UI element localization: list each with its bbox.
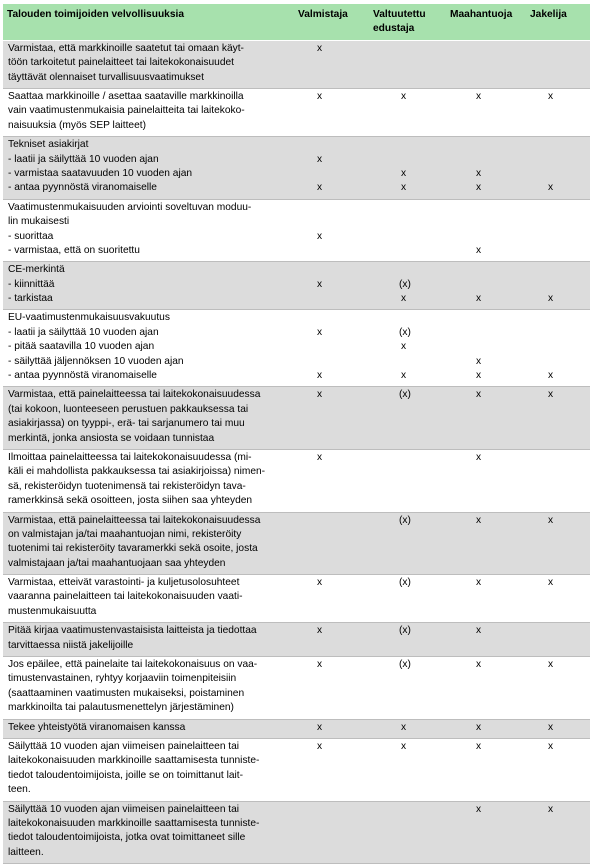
responsibility-mark <box>526 138 590 152</box>
mark-cell-importer <box>446 657 526 720</box>
responsibility-mark: (x) <box>399 625 411 637</box>
table-header <box>3 4 590 40</box>
responsibility-mark: x <box>548 721 554 733</box>
responsibility-mark <box>294 167 369 181</box>
mark-cell-authorised-representative <box>369 449 446 512</box>
responsibility-mark: x <box>317 659 323 671</box>
responsibility-mark <box>294 201 369 215</box>
obligation-text-line: tiedot taloudentoimijoista, joille se on toimittanut lait- <box>8 769 244 781</box>
mark-cell-importer <box>446 449 526 512</box>
obligation-text-line: asiakirjassa) on tyyppi-, erä- tai sarjanumero tai muu <box>8 418 245 430</box>
table-row <box>3 262 590 310</box>
obligation-description <box>3 623 294 657</box>
responsibility-mark: x <box>476 293 482 305</box>
mark-cell-importer <box>446 387 526 450</box>
obligation-text-line: sä, rekisteröidyn tuotenimensä tai rekisteröidyn tava- <box>8 480 246 492</box>
mark-cell-distributor <box>526 801 590 864</box>
responsibility-mark <box>526 278 590 292</box>
obligation-text-line: tarvittaessa niistä jakelijoille <box>8 639 134 651</box>
mark-cell-importer <box>446 262 526 310</box>
obligation-text-line: (tai kokoon, luonteeseen perustuen pakkauksessa tai <box>8 403 249 415</box>
mark-cell-manufacturer <box>294 262 369 310</box>
mark-cell-authorised-representative <box>369 719 446 738</box>
mark-cell-authorised-representative <box>369 199 446 262</box>
obligation-text-line: teen. <box>8 784 31 796</box>
obligation-description <box>3 512 294 575</box>
obligation-description <box>3 310 294 387</box>
responsibility-mark: (x) <box>399 278 411 290</box>
obligation-text-line: tiedot taloudentoimijoista, jotka ovat toimittaneet sille <box>8 832 246 844</box>
responsibility-mark <box>446 153 526 167</box>
obligation-text-line: laitteen. <box>8 846 44 858</box>
obligation-text-line: Säilyttää 10 vuoden ajan viimeisen painelaitteen tai <box>8 803 240 815</box>
obligation-text-line: EU-vaatimustenmukaisuusvakuutus <box>8 312 170 324</box>
header-obligations: Talouden toimijoiden velvollisuuksia <box>3 4 294 40</box>
table-row <box>3 199 590 262</box>
responsibility-mark <box>294 803 369 817</box>
responsibility-mark: x <box>317 625 323 637</box>
obligation-text-line: Tekee yhteistyötä viranomaisen kanssa <box>8 721 186 733</box>
obligation-text-line: Saattaa markkinoille / asettaa saataville markkinoilla <box>8 90 244 102</box>
mark-cell-authorised-representative <box>369 657 446 720</box>
responsibility-mark: x <box>476 90 482 102</box>
table-row <box>3 575 590 623</box>
responsibility-mark <box>446 263 526 277</box>
table-row <box>3 387 590 450</box>
mark-cell-distributor <box>526 199 590 262</box>
responsibility-mark: x <box>476 355 482 367</box>
obligation-text-line: markkinoilta tai palautusmenettelyn järjestäminen) <box>8 702 234 714</box>
responsibility-mark <box>526 451 590 465</box>
responsibility-mark: x <box>476 244 482 256</box>
mark-cell-distributor <box>526 512 590 575</box>
responsibility-mark: x <box>548 514 554 526</box>
obligation-description <box>3 199 294 262</box>
responsibility-mark: x <box>476 659 482 671</box>
obligation-text-line: - kiinnittää <box>8 278 55 290</box>
responsibility-mark: x <box>548 741 554 752</box>
responsibility-mark <box>294 340 369 354</box>
responsibility-mark: x <box>401 293 407 305</box>
responsibility-mark: x <box>317 153 323 165</box>
obligation-text-line: - laatii ja säilyttää 10 vuoden ajan <box>8 153 159 165</box>
mark-cell-authorised-representative <box>369 739 446 802</box>
obligation-text-line: valmistajaan ja/tai maahantuojaan saa yhteyden <box>8 557 226 569</box>
responsibility-mark: x <box>548 389 554 401</box>
responsibility-mark <box>526 230 590 244</box>
table-row <box>3 88 590 136</box>
mark-cell-distributor <box>526 88 590 136</box>
responsibility-mark <box>526 42 590 56</box>
obligation-text-line: Säilyttää 10 vuoden ajan viimeisen painelaitteen tai <box>8 741 240 752</box>
table-row <box>3 657 590 720</box>
responsibility-mark: (x) <box>399 326 411 338</box>
header-distributor: Jakelija <box>526 4 590 40</box>
mark-cell-authorised-representative <box>369 512 446 575</box>
responsibility-mark: x <box>548 293 554 305</box>
obligation-text-line: laitekokonaisuuden markkinoille saattamisesta tunniste- <box>8 755 260 767</box>
responsibility-mark <box>446 215 526 229</box>
table-row <box>3 137 590 200</box>
table-body <box>3 40 590 863</box>
mark-cell-importer <box>446 575 526 623</box>
mark-cell-importer <box>446 739 526 802</box>
responsibility-mark: x <box>401 90 407 102</box>
responsibility-mark <box>526 263 590 277</box>
table-row <box>3 512 590 575</box>
mark-cell-authorised-representative <box>369 40 446 88</box>
mark-cell-importer <box>446 623 526 657</box>
mark-cell-manufacturer <box>294 88 369 136</box>
mark-cell-importer <box>446 88 526 136</box>
header-manufacturer: Valmistaja <box>294 4 369 40</box>
responsibility-mark: x <box>317 182 323 194</box>
mark-cell-manufacturer <box>294 801 369 864</box>
responsibility-mark: x <box>401 167 407 179</box>
mark-cell-importer <box>446 199 526 262</box>
responsibility-mark: x <box>317 389 323 401</box>
responsibility-mark <box>446 326 526 340</box>
mark-cell-distributor <box>526 719 590 738</box>
obligation-description <box>3 262 294 310</box>
responsibility-mark: (x) <box>399 514 411 526</box>
obligation-description <box>3 657 294 720</box>
responsibility-mark <box>369 355 446 369</box>
obligation-text-line: - suorittaa <box>8 230 54 242</box>
mark-cell-importer <box>446 512 526 575</box>
responsibility-mark: (x) <box>399 659 411 671</box>
obligation-text-line: CE-merkintä <box>8 264 65 276</box>
responsibility-mark <box>526 201 590 215</box>
obligation-text-line: - varmistaa, että on suoritettu <box>8 244 140 256</box>
obligation-description <box>3 719 294 738</box>
mark-cell-distributor <box>526 739 590 802</box>
obligations-table-wrapper <box>3 4 590 864</box>
responsibility-mark <box>294 244 369 258</box>
responsibility-mark: x <box>476 389 482 401</box>
responsibility-mark: x <box>548 577 554 589</box>
responsibility-mark <box>369 201 446 215</box>
responsibility-mark: x <box>548 803 554 815</box>
responsibility-mark <box>446 340 526 354</box>
mark-cell-importer <box>446 40 526 88</box>
mark-cell-importer <box>446 801 526 864</box>
obligation-text-line: Varmistaa, että painelaitteessa tai laitekokonaisuudessa <box>8 389 261 401</box>
obligation-text-line: - säilyttää jäljennöksen 10 vuoden ajan <box>8 355 184 367</box>
obligation-description <box>3 88 294 136</box>
responsibility-mark <box>369 42 446 56</box>
responsibility-mark <box>446 138 526 152</box>
mark-cell-manufacturer <box>294 512 369 575</box>
responsibility-mark: x <box>476 167 482 179</box>
responsibility-mark <box>446 201 526 215</box>
obligation-text-line: Ilmoittaa painelaitteessa tai laitekokonaisuudessa (mi- <box>8 451 252 463</box>
responsibility-mark <box>369 451 446 465</box>
responsibility-mark <box>526 244 590 258</box>
obligation-text-line: (saattaaminen vaatimusten mukaiseksi, poistaminen <box>8 687 245 699</box>
mark-cell-distributor <box>526 137 590 200</box>
obligation-description <box>3 40 294 88</box>
responsibility-mark: x <box>476 741 482 752</box>
responsibility-mark <box>446 311 526 325</box>
obligation-text-line: töön tarkoitetut painelaitteet tai laitekokonaisuudet <box>8 57 234 69</box>
responsibility-mark <box>369 803 446 817</box>
responsibility-mark <box>369 153 446 167</box>
mark-cell-manufacturer <box>294 199 369 262</box>
responsibility-mark <box>526 624 590 638</box>
responsibility-mark: x <box>317 90 323 102</box>
responsibility-mark: x <box>476 514 482 526</box>
obligation-text-line: merkintä, jonka ansiosta se voidaan tunnistaa <box>8 432 215 444</box>
mark-cell-authorised-representative <box>369 387 446 450</box>
responsibility-mark: x <box>476 803 482 815</box>
obligation-text-line: Varmistaa, etteivät varastointi- ja kuljetusolosuhteet <box>8 577 240 589</box>
obligation-text-line: vain vaatimustenmukaisia painelaitteita tai laitekoko- <box>8 105 245 117</box>
responsibility-mark <box>294 514 369 528</box>
mark-cell-distributor <box>526 449 590 512</box>
responsibility-mark: x <box>317 577 323 589</box>
responsibility-mark: x <box>548 370 554 382</box>
mark-cell-authorised-representative <box>369 801 446 864</box>
responsibility-mark: x <box>317 230 323 242</box>
obligation-text-line: - varmistaa saatavuuden 10 vuoden ajan <box>8 167 193 179</box>
mark-cell-authorised-representative <box>369 575 446 623</box>
table-row <box>3 719 590 738</box>
responsibility-mark: x <box>317 278 323 290</box>
mark-cell-manufacturer <box>294 449 369 512</box>
obligation-text-line: vaaranna painelaitteen tai laitekokonaisuuden vaati- <box>8 591 243 603</box>
responsibility-mark: x <box>317 370 323 382</box>
obligation-text-line: Tekniset asiakirjat <box>8 139 89 151</box>
responsibility-mark <box>369 230 446 244</box>
obligation-text-line: - antaa pyynnöstä viranomaiselle <box>8 370 157 382</box>
header-importer: Maahantuoja <box>446 4 526 40</box>
responsibility-mark <box>369 138 446 152</box>
responsibility-mark: x <box>401 182 407 194</box>
table-row <box>3 801 590 864</box>
responsibility-mark <box>369 244 446 258</box>
mark-cell-distributor <box>526 623 590 657</box>
mark-cell-authorised-representative <box>369 310 446 387</box>
obligation-text-line: lin mukaisesti <box>8 216 70 228</box>
responsibility-mark <box>369 215 446 229</box>
obligation-description <box>3 739 294 802</box>
mark-cell-manufacturer <box>294 137 369 200</box>
obligation-text-line: - pitää saatavilla 10 vuoden ajan <box>8 341 155 353</box>
obligation-text-line: käli ei mahdollista pakkauksessa tai asiakirjoissa) nimen- <box>8 466 266 478</box>
mark-cell-manufacturer <box>294 387 369 450</box>
responsibility-mark <box>526 311 590 325</box>
responsibility-mark <box>526 326 590 340</box>
responsibility-mark: x <box>317 326 323 338</box>
responsibility-mark: x <box>476 182 482 194</box>
mark-cell-distributor <box>526 575 590 623</box>
responsibility-mark: x <box>401 741 407 752</box>
obligation-text-line: naisuuksia (myös SEP laitteet) <box>8 119 146 131</box>
obligation-text-line: Varmistaa, että markkinoille saatetut tai omaan käyt- <box>8 42 244 54</box>
obligation-text-line: on valmistajan ja/tai maahantuojan nimi, rekisteröity <box>8 528 242 540</box>
responsibility-mark: x <box>401 370 407 382</box>
responsibility-mark <box>294 138 369 152</box>
table-row <box>3 739 590 802</box>
responsibility-mark: x <box>317 721 323 733</box>
responsibility-mark <box>526 153 590 167</box>
responsibility-mark: (x) <box>399 577 411 589</box>
responsibility-mark: x <box>476 451 482 463</box>
obligation-description <box>3 449 294 512</box>
mark-cell-manufacturer <box>294 575 369 623</box>
obligation-text-line: Jos epäilee, että painelaite tai laitekokonaisuus on vaa- <box>8 659 258 671</box>
responsibility-mark: x <box>548 90 554 102</box>
header-row <box>3 4 590 40</box>
obligation-description <box>3 801 294 864</box>
obligation-description <box>3 137 294 200</box>
mark-cell-distributor <box>526 310 590 387</box>
responsibility-mark: x <box>317 42 323 54</box>
responsibility-mark: x <box>317 741 323 752</box>
mark-cell-manufacturer <box>294 310 369 387</box>
responsibility-mark: x <box>476 721 482 733</box>
mark-cell-importer <box>446 137 526 200</box>
obligation-text-line: - antaa pyynnöstä viranomaiselle <box>8 182 157 194</box>
mark-cell-importer <box>446 310 526 387</box>
mark-cell-manufacturer <box>294 657 369 720</box>
header-authorised-representative: Valtuutettu edustaja <box>369 4 446 40</box>
mark-cell-distributor <box>526 262 590 310</box>
obligation-text-line: Vaatimustenmukaisuuden arviointi soveltuvan moduu- <box>8 201 252 213</box>
obligation-text-line: ramerkkinsä sekä osoitteen, josta siihen saa yhteyden <box>8 495 253 507</box>
responsibility-mark: (x) <box>399 389 411 401</box>
responsibility-mark: x <box>476 370 482 382</box>
obligations-table <box>3 4 590 864</box>
responsibility-mark <box>526 215 590 229</box>
obligation-description <box>3 575 294 623</box>
responsibility-mark <box>294 355 369 369</box>
responsibility-mark <box>369 311 446 325</box>
mark-cell-manufacturer <box>294 739 369 802</box>
responsibility-mark: x <box>548 182 554 194</box>
mark-cell-manufacturer <box>294 623 369 657</box>
obligation-text-line: - tarkistaa <box>8 293 53 305</box>
obligation-description <box>3 387 294 450</box>
responsibility-mark: x <box>476 577 482 589</box>
responsibility-mark <box>294 215 369 229</box>
mark-cell-distributor <box>526 40 590 88</box>
obligation-text-line: Pitää kirjaa vaatimustenvastaisista laitteista ja tiedottaa <box>8 625 257 637</box>
responsibility-mark: x <box>401 721 407 733</box>
obligation-text-line: täyttävät olennaiset turvallisuusvaatimukset <box>8 71 204 83</box>
responsibility-mark <box>446 278 526 292</box>
mark-cell-manufacturer <box>294 40 369 88</box>
responsibility-mark <box>446 42 526 56</box>
responsibility-mark <box>526 340 590 354</box>
responsibility-mark <box>294 263 369 277</box>
table-row <box>3 310 590 387</box>
mark-cell-distributor <box>526 657 590 720</box>
mark-cell-distributor <box>526 387 590 450</box>
responsibility-mark <box>294 311 369 325</box>
responsibility-mark <box>369 263 446 277</box>
obligation-text-line: laitekokonaisuuden markkinoille saattamisesta tunniste- <box>8 817 260 829</box>
obligation-text-line: Varmistaa, että painelaitteessa tai laitekokonaisuudessa <box>8 514 261 526</box>
mark-cell-manufacturer <box>294 719 369 738</box>
responsibility-mark: x <box>476 625 482 637</box>
responsibility-mark <box>294 292 369 306</box>
mark-cell-authorised-representative <box>369 137 446 200</box>
mark-cell-authorised-representative <box>369 88 446 136</box>
obligation-text-line: - laatii ja säilyttää 10 vuoden ajan <box>8 326 159 338</box>
mark-cell-authorised-representative <box>369 623 446 657</box>
table-row <box>3 623 590 657</box>
table-row <box>3 449 590 512</box>
obligation-text-line: mustenmukaisuutta <box>8 605 97 617</box>
responsibility-mark <box>446 230 526 244</box>
responsibility-mark: x <box>317 451 323 463</box>
responsibility-mark: x <box>401 341 407 353</box>
mark-cell-authorised-representative <box>369 262 446 310</box>
responsibility-mark <box>526 167 590 181</box>
obligation-text-line: timustenvastainen, ryhtyy korjaaviin toimenpiteisiin <box>8 673 237 685</box>
responsibility-mark <box>526 355 590 369</box>
obligation-text-line: tuotenimi tai rekisteröity tavaramerkki sekä osoite, josta <box>8 543 258 555</box>
table-row <box>3 40 590 88</box>
responsibility-mark: x <box>548 659 554 671</box>
mark-cell-importer <box>446 719 526 738</box>
